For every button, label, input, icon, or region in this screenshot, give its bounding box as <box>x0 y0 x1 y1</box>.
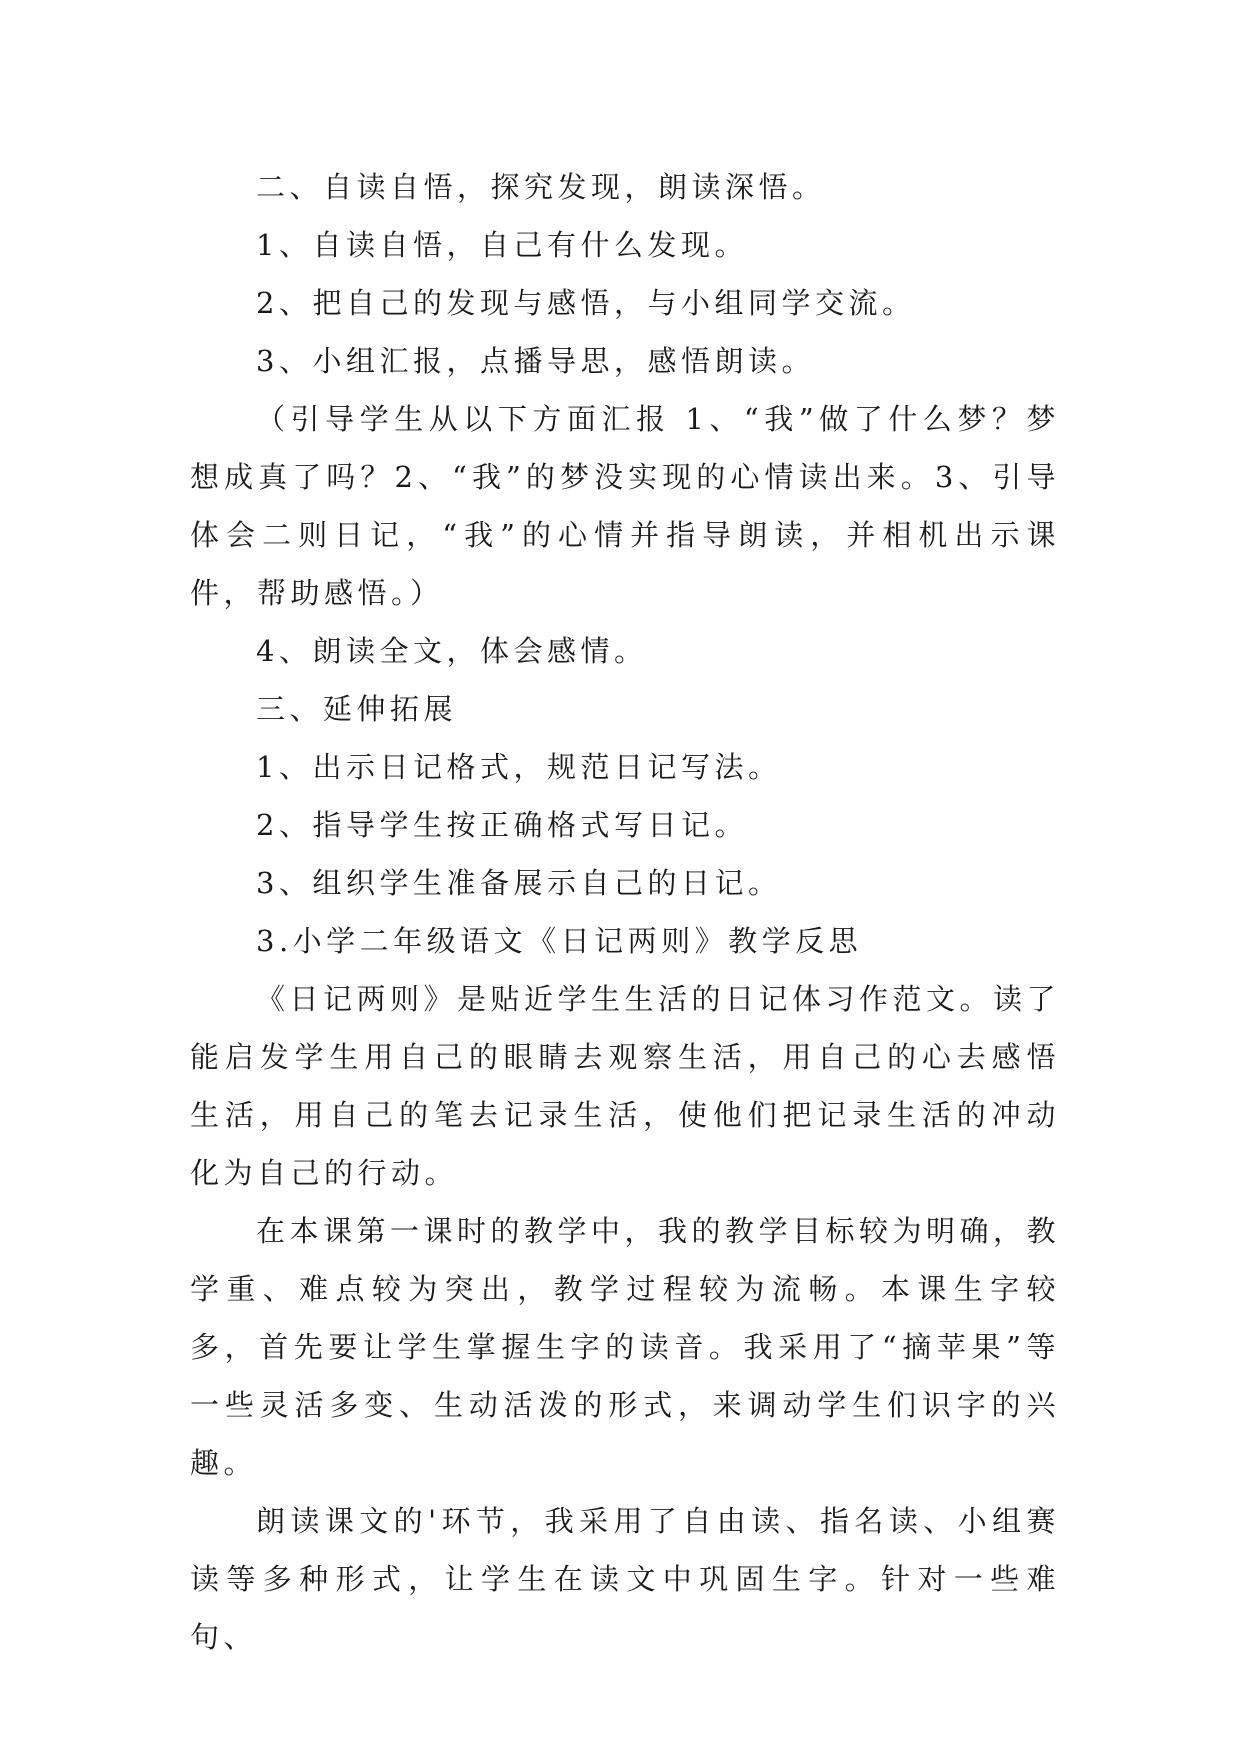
list-item: 2、把自己的发现与感悟，与小组同学交流。 <box>256 286 916 320</box>
list-item: 3、小组汇报，点播导思，感悟朗读。 <box>256 344 815 378</box>
guidance-note-paragraph: （引导学生从以下方面汇报 1、“我”做了什么梦？梦想成真了吗？2、“我”的梦没实现的心情读出来。3、引导体会二则日记，“我”的心情并指导朗读，并相机出示课件，帮助感悟。） <box>190 402 1060 610</box>
list-item: 2、指导学生按正确格式写日记。 <box>256 808 748 842</box>
list-item: 3、组织学生准备展示自己的日记。 <box>256 866 782 900</box>
reflection-heading: 3.小学二年级语文《日记两则》教学反思 <box>256 924 863 958</box>
list-item: 4、朗读全文，体会感情。 <box>256 634 648 668</box>
body-paragraph: 朗读课文的'环节，我采用了自由读、指名读、小组赛读等多种形式，让学生在读文中巩固生字。针对一些难句、 <box>190 1504 1060 1654</box>
heading-section-two: 二、自读自悟，探究发现，朗读深悟。 <box>256 170 826 204</box>
list-item: 1、出示日记格式，规范日记写法。 <box>256 750 782 784</box>
document-body <box>190 158 1060 1666</box>
body-paragraph: 在本课第一课时的教学中，我的教学目标较为明确，教学重、难点较为突出，教学过程较为流畅。本课生字较多，首先要让学生掌握生字的读音。我采用了“摘苹果”等一些灵活多变、生动活泼的形式，来调动学生们识字的兴趣。 <box>190 1214 1061 1480</box>
body-paragraph: 《日记两则》是贴近学生生活的日记体习作范文。读了能启发学生用自己的眼睛去观察生活，用自己的心去感悟生活，用自己的笔去记录生活，使他们把记录生活的冲动化为自己的行动。 <box>190 982 1061 1190</box>
list-item: 1、自读自悟，自己有什么发现。 <box>256 228 748 262</box>
heading-section-three: 三、延伸拓展 <box>256 692 458 726</box>
